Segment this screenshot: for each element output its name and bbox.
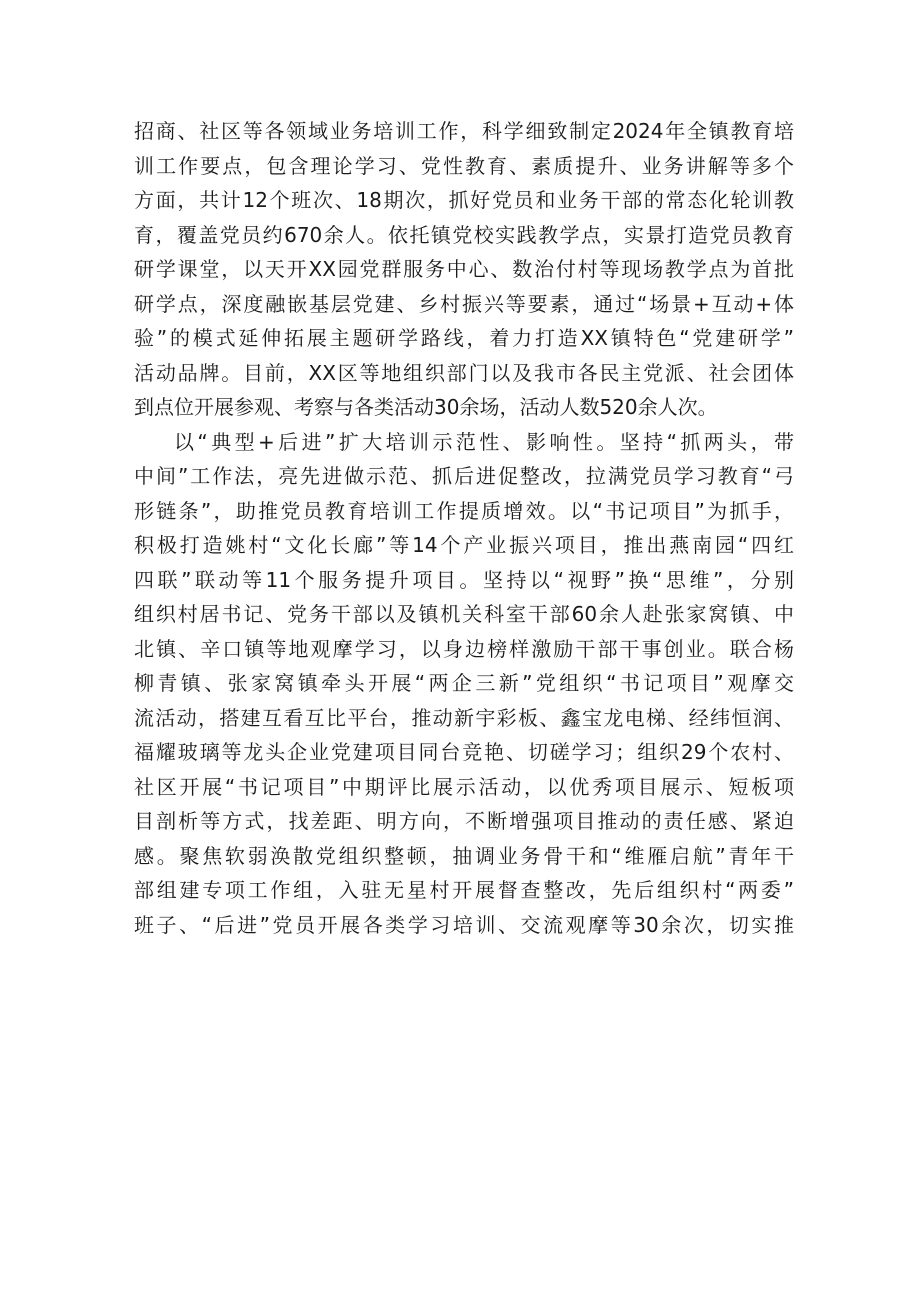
text-line-2: 训工作要点，包含理论学习、党性教育、素质提升、业务讲解等多个 <box>134 153 794 178</box>
text-line-6: 研学点，深度融嵌基层党建、乡村振兴等要素，通过“场景+互动+体 <box>134 291 794 316</box>
text-line-1: 招商、社区等各领域业务培训工作，科学细致制定2024年全镇教育培 <box>134 119 794 143</box>
document-body <box>134 114 794 942</box>
text-line-19: 福耀玻璃等龙头企业党建项目同台竞艳、切磋学习；组织29个农村、 <box>134 740 794 764</box>
text-line-4: 育，覆盖党员约670余人。依托镇党校实践教学点，实景打造党员教育 <box>134 222 794 247</box>
text-line-20: 社区开展“书记项目”中期评比展示活动，以优秀项目展示、短板项 <box>134 774 794 799</box>
text-line-8: 活动品牌。目前，XX区等地组织部门以及我市各民主党派、社会团体 <box>134 360 794 385</box>
text-line-3: 方面，共计12个班次、18期次，抓好党员和业务干部的常态化轮训教 <box>134 188 794 212</box>
text-line-18: 流活动，搭建互看互比平台，推动新宇彩板、鑫宝龙电梯、经纬恒润、 <box>134 705 794 730</box>
text-line-22: 感。聚焦软弱涣散党组织整顿，抽调业务骨干和“维雁启航”青年干 <box>134 843 794 868</box>
text-line-21: 目剖析等方式，找差距、明方向，不断增强项目推动的责任感、紧迫 <box>134 809 794 833</box>
text-line-17: 柳青镇、张家窝镇牵头开展“两企三新”党组织“书记项目”观摩交 <box>134 671 794 695</box>
text-line-24: 班子、“后进”党员开展各类学习培训、交流观摩等30余次，切实推 <box>134 912 794 937</box>
text-line-12: 形链条”，助推党员教育培训工作提质增效。以“书记项目”为抓手， <box>134 498 794 523</box>
text-line-11: 中间”工作法，亮先进做示范、抓后进促整改，拉满党员学习教育“弓 <box>134 464 794 488</box>
text-line-14: 四联”联动等11个服务提升项目。坚持以“视野”换“思维”，分别 <box>134 567 794 592</box>
text-line-13: 积极打造姚村“文化长廊”等14个产业振兴项目，推出燕南园“四红 <box>134 533 794 557</box>
text-line-23: 部组建专项工作组，入驻无星村开展督查整改，先后组织村“两委” <box>134 878 794 902</box>
text-line-5: 研学课堂，以天开XX园党群服务中心、数治付村等现场教学点为首批 <box>134 257 794 281</box>
text-line-15: 组织村居书记、党务干部以及镇机关科室干部60余人赴张家窝镇、中 <box>134 602 794 626</box>
text-line-7: 验”的模式延伸拓展主题研学路线，着力打造XX镇特色“党建研学” <box>134 326 794 350</box>
text-line-9: 到点位开展参观、考察与各类活动30余场，活动人数520余人次。 <box>134 395 718 419</box>
text-line-10: 以“典型+后进”扩大培训示范性、影响性。坚持“抓两头，带 <box>174 429 794 454</box>
text-line-16: 北镇、辛口镇等地观摩学习，以身边榜样激励干部干事创业。联合杨 <box>134 636 794 661</box>
